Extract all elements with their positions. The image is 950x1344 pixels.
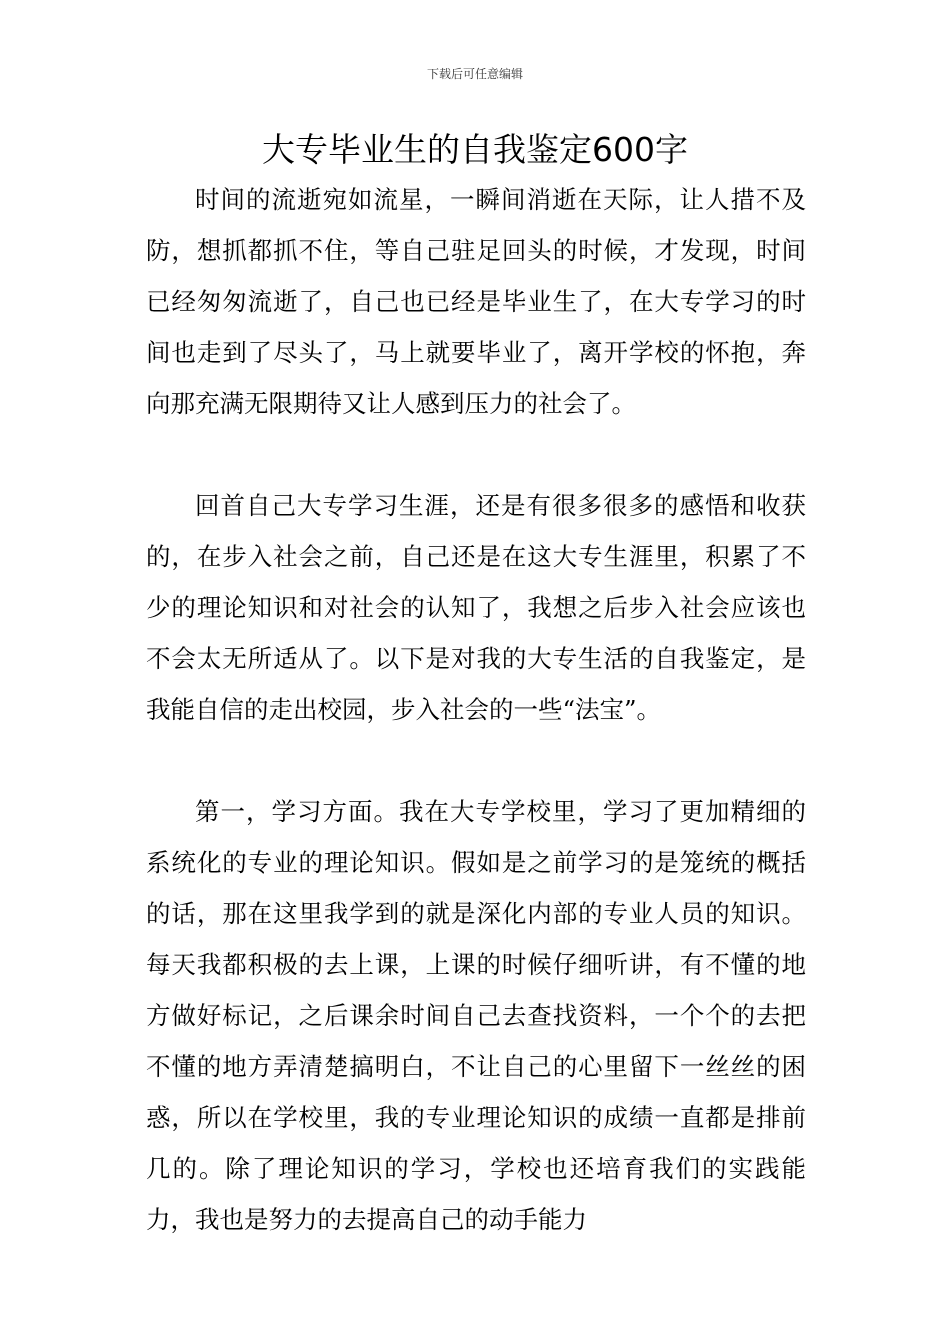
paragraph-spacer bbox=[146, 735, 806, 786]
paragraph-2: 回首自己大专学习生涯，还是有很多很多的感悟和收获的，在步入社会之前，自己还是在这大专生涯里，积累了不少的理论知识和对社会的认知了，我想之后步入社会应该也不会太无所适从了。以下是对我的大专生活的自我鉴定，是我能自信的走出校园，步入社会的一些“法宝”。 bbox=[146, 491, 806, 724]
header-note: 下载后可任意编辑 bbox=[426, 67, 523, 81]
paragraph-3: 第一，学习方面。我在大专学校里，学习了更加精细的系统化的专业的理论知识。假如是之前学习的是笼统的概括的话，那在这里我学到的就是深化内部的专业人员的知识。每天我都积极的去上课，上课的时候仔细听讲，有不懂的地方做好标记，之后课余时间自己去查找资料，一个个的去把不懂的地方弄清楚搞明白，不让自己的心里留下一丝丝的困惑，所以在学校里，我的专业理论知识的成绩一直都是排前几的。除了理论知识的学习，学校也还培育我们的实践能力，我也是努力的去提高自己的动手能力 bbox=[146, 797, 806, 1234]
paragraph-spacer bbox=[146, 429, 806, 480]
paragraph-1: 时间的流逝宛如流星，一瞬间消逝在天际，让人措不及防，想抓都抓不住，等自己驻足回头的时候，才发现，时间已经匆匆流逝了，自己也已经是毕业生了，在大专学习的时间也走到了尽头了，马上就要毕业了，离开学校的怀抱，奔向那充满无限期待又让人感到压力的社会了。 bbox=[146, 185, 806, 418]
document-body bbox=[146, 174, 806, 1245]
document-title: 大专毕业生的自我鉴定600字 bbox=[262, 130, 688, 169]
